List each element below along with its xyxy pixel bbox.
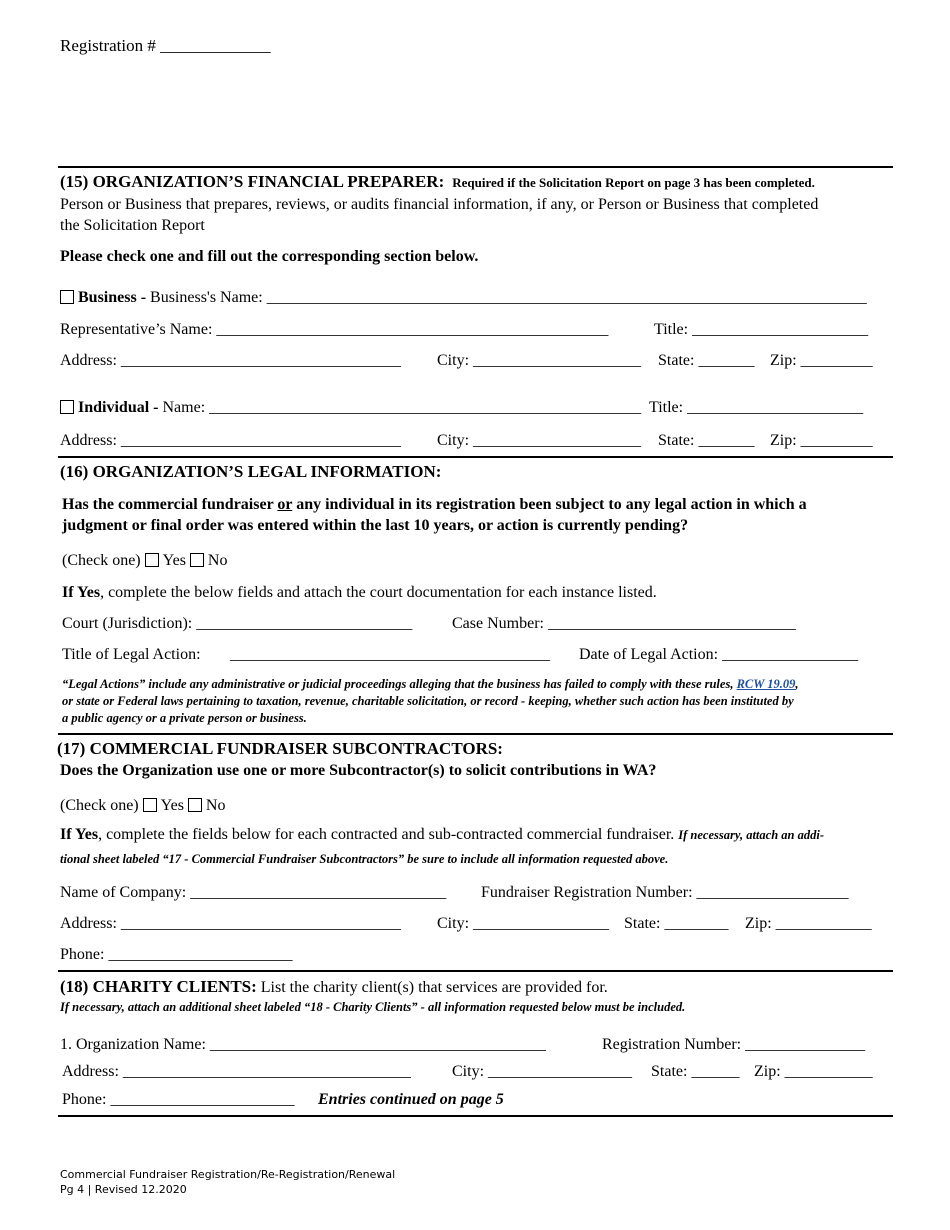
subcontractor-yes-checkbox[interactable]	[143, 798, 157, 812]
footer-page-info: Pg 4 | Revised 12.2020	[60, 1183, 187, 1196]
charity-state-field[interactable]: State: ______	[651, 1063, 740, 1080]
business-checkbox[interactable]	[60, 290, 74, 304]
note-comma: ,	[795, 677, 799, 691]
if-yes-text: , complete the fields below for each contracted and sub-contracted commercial fundraiser.	[98, 826, 679, 843]
legal-actions-note-line2: or state or Federal laws pertaining to taxation, revenue, charitable solicitation, or record - keeping, whether such action has been instituted by	[62, 694, 794, 708]
subcontractor-address-field[interactable]: Address: ___________________________________	[60, 915, 401, 932]
section-16-title: (16) ORGANIZATION’S LEGAL INFORMATION:	[60, 462, 442, 481]
legal-if-yes-instruction	[62, 584, 657, 602]
section-18-subtitle: List the charity client(s) that services are provided for.	[256, 979, 608, 996]
date-legal-action-field[interactable]: Date of Legal Action: _________________	[579, 646, 859, 663]
individual-state-field[interactable]: State: _______	[658, 432, 755, 449]
entries-continued-note: Entries continued on page 5	[318, 1091, 504, 1108]
legal-question-line1	[62, 496, 807, 514]
representative-title-field[interactable]: Title: ______________________	[654, 321, 869, 338]
section-15-description-line2: the Solicitation Report	[60, 217, 205, 234]
legal-question-or: or	[277, 496, 293, 513]
legal-actions-note-line1	[62, 677, 799, 692]
business-zip-field[interactable]: Zip: _________	[770, 352, 873, 369]
legal-check-row	[62, 552, 227, 570]
representative-name-field[interactable]: Representative’s Name: _________________________________________________	[60, 321, 609, 338]
charity-address-field[interactable]: Address: ____________________________________	[62, 1063, 411, 1080]
subcontractor-question: Does the Organization use one or more Subcontractor(s) to solicit contributions in WA?	[60, 762, 657, 779]
section-divider	[58, 456, 893, 458]
individual-checkbox[interactable]	[60, 400, 74, 414]
individual-label: Individual -	[78, 399, 159, 416]
subcontractor-zip-field[interactable]: Zip: ____________	[745, 915, 872, 932]
title-legal-action-label: Title of Legal Action:	[62, 646, 201, 663]
section-15-title: (15) ORGANIZATION’S FINANCIAL PREPARER:	[60, 172, 445, 191]
business-label: Business -	[78, 289, 147, 306]
organization-registration-number-field[interactable]: Registration Number: _______________	[602, 1036, 866, 1053]
organization-name-field[interactable]: 1. Organization Name: __________________________________________	[60, 1036, 546, 1053]
legal-no-checkbox[interactable]	[190, 553, 204, 567]
registration-number-field[interactable]: Registration # _____________	[60, 36, 271, 55]
individual-zip-field[interactable]: Zip: _________	[770, 432, 873, 449]
note-text: “Legal Actions” include any administrative or judicial proceedings alleging that the business has failed to comply with these rules,	[62, 677, 737, 691]
section-divider	[58, 1115, 893, 1117]
subcontractor-phone-field[interactable]: Phone: _______________________	[60, 946, 293, 963]
case-number-field[interactable]: Case Number: _______________________________	[452, 615, 796, 632]
business-city-field[interactable]: City: _____________________	[437, 352, 642, 369]
business-row	[60, 289, 867, 307]
if-yes-label: If Yes	[60, 826, 99, 843]
subcontractor-if-yes-instruction	[60, 826, 824, 844]
individual-city-field[interactable]: City: _____________________	[437, 432, 642, 449]
company-name-field[interactable]: Name of Company: ________________________________	[60, 884, 447, 901]
section-15-heading	[60, 172, 815, 192]
fundraiser-registration-number-field[interactable]: Fundraiser Registration Number: ___________________	[481, 884, 849, 901]
if-yes-note: If necessary, attach an addi-	[678, 828, 824, 842]
legal-no-label: No	[207, 552, 228, 569]
section-15-required-note: Required if the Solicitation Report on page 3 has been completed.	[452, 175, 815, 190]
subcontractor-city-field[interactable]: City: _________________	[437, 915, 610, 932]
charity-phone-field[interactable]: Phone: _______________________	[62, 1091, 295, 1108]
legal-actions-note-line3: a public agency or a private person or business.	[62, 711, 307, 725]
subcontractor-no-label: No	[205, 797, 226, 814]
rcw-link[interactable]: RCW 19.09	[736, 677, 796, 691]
section-18-title: (18) CHARITY CLIENTS:	[60, 977, 257, 996]
section-17-title: (17) COMMERCIAL FUNDRAISER SUBCONTRACTORS:	[57, 739, 503, 758]
section-divider	[58, 733, 893, 735]
title-legal-action-field[interactable]: ________________________________________	[230, 646, 550, 663]
subcontractor-note-line2: tional sheet labeled “17 - Commercial Fundraiser Subcontractors” be sure to include all information requested above.	[60, 852, 669, 866]
legal-yes-checkbox[interactable]	[145, 553, 159, 567]
individual-address-field[interactable]: Address: ___________________________________	[60, 432, 401, 449]
charity-city-field[interactable]: City: __________________	[452, 1063, 633, 1080]
subcontractor-yes-label: Yes	[160, 797, 184, 814]
legal-question-pre: Has the commercial fundraiser	[62, 496, 278, 513]
business-address-field[interactable]: Address: ___________________________________	[60, 352, 401, 369]
subcontractor-no-checkbox[interactable]	[188, 798, 202, 812]
subcontractor-state-field[interactable]: State: ________	[624, 915, 729, 932]
section-15-description-line1: Person or Business that prepares, reviews, or audits financial information, if any, or Person or Business that completed	[60, 196, 819, 213]
if-yes-label: If Yes	[62, 584, 101, 601]
business-name-field[interactable]: Business's Name: ___________________________________________________________________________	[150, 289, 867, 306]
court-jurisdiction-field[interactable]: Court (Jurisdiction): ___________________________	[62, 615, 413, 632]
check-one-label: (Check one)	[60, 797, 139, 814]
legal-yes-label: Yes	[162, 552, 186, 569]
charity-zip-field[interactable]: Zip: ___________	[754, 1063, 873, 1080]
section-15-instruction: Please check one and fill out the corresponding section below.	[60, 248, 479, 265]
if-yes-text: , complete the below fields and attach the court documentation for each instance listed.	[100, 584, 657, 601]
business-state-field[interactable]: State: _______	[658, 352, 755, 369]
subcontractor-check-row	[60, 797, 225, 815]
section-divider	[58, 166, 893, 168]
section-18-heading	[60, 977, 608, 997]
legal-question-post: any individual in its registration been subject to any legal action in which a	[292, 496, 807, 513]
individual-row	[60, 399, 641, 417]
check-one-label: (Check one)	[62, 552, 141, 569]
individual-title-field[interactable]: Title: ______________________	[649, 399, 864, 416]
footer-title: Commercial Fundraiser Registration/Re-Registration/Renewal	[60, 1168, 396, 1181]
charity-clients-note: If necessary, attach an additional sheet labeled “18 - Charity Clients” - all information requested below must be included.	[60, 1000, 686, 1014]
section-divider	[58, 970, 893, 972]
individual-name-field[interactable]: Name: ______________________________________________________	[162, 399, 642, 416]
legal-question-line2: judgment or final order was entered within the last 10 years, or action is currently pending?	[62, 517, 689, 534]
